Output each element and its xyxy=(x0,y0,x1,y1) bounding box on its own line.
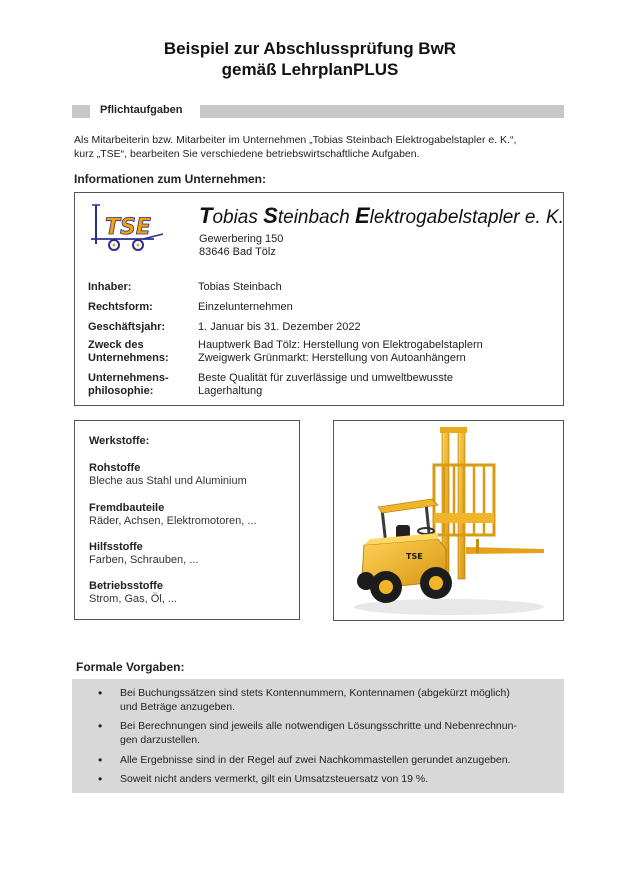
section-bar-lead xyxy=(72,105,90,118)
intro-line-1: Als Mitarbeiterin bzw. Mitarbeiter im Unternehmen „Tobias Steinbach Elektrogabelstapler e. K.“, xyxy=(74,134,517,146)
row-zweck xyxy=(88,339,558,367)
title-line-2: gemäß LehrplanPLUS xyxy=(221,60,399,79)
forklift-image xyxy=(333,420,564,621)
rule-item: Soweit nicht anders vermerkt, gilt ein Umsatzsteuersatz von 19 %. xyxy=(120,773,429,785)
werkstoff-desc: Strom, Gas, Öl, ... xyxy=(89,593,178,605)
row-value: 1. Januar bis 31. Dezember 2022 xyxy=(198,321,361,333)
werkstoff-title: Hilfsstoffe xyxy=(89,541,143,553)
forklift-illustration xyxy=(334,421,563,620)
row-key: Inhaber: xyxy=(88,281,132,293)
company-name: Tobias Steinbach Elektrogabelstapler e. K. xyxy=(199,203,564,228)
row-key: Geschäftsjahr: xyxy=(88,321,166,333)
document-title xyxy=(0,38,620,80)
bullet-icon: • xyxy=(98,753,103,767)
row-key: Rechtsform: xyxy=(88,301,153,313)
werkstoff-title: Rohstoffe xyxy=(89,462,141,474)
company-info-box xyxy=(74,192,564,406)
section-label: Pflichtaufgaben xyxy=(100,104,189,116)
werkstoff-title: Fremdbauteile xyxy=(89,502,165,514)
section-bar-pflichtaufgaben xyxy=(72,105,564,118)
tse-logo-icon xyxy=(88,202,166,252)
werkstoffe-heading: Werkstoffe: xyxy=(89,435,150,447)
bullet-icon: • xyxy=(98,686,103,700)
werkstoff-title: Betriebsstoffe xyxy=(89,580,163,592)
forklift-badge: TSE xyxy=(406,552,423,561)
info-heading: Informationen zum Unternehmen: xyxy=(74,172,267,186)
row-key: Zweck des Unternehmens: xyxy=(88,339,169,364)
logo-text: TSE xyxy=(105,215,151,240)
row-philosophie xyxy=(88,372,558,400)
werkstoff-desc: Bleche aus Stahl und Aluminium xyxy=(89,475,247,487)
werkstoffe-box xyxy=(74,420,300,620)
werkstoff-desc: Farben, Schrauben, ... xyxy=(89,554,199,566)
row-value: Tobias Steinbach xyxy=(198,281,282,293)
rule-item: Bei Berechnungen sind jeweils alle notwendigen Lösungsschritte und Nebenrechnun- gen darzustellen. xyxy=(120,720,517,746)
row-value: Beste Qualität für zuverlässige und umweltbewusste Lagerhaltung xyxy=(198,372,453,397)
bullet-icon: • xyxy=(98,719,103,733)
intro-text xyxy=(74,133,564,161)
formal-heading: Formale Vorgaben: xyxy=(76,660,185,674)
row-value: Hauptwerk Bad Tölz: Herstellung von Elektrogabelstaplern Zweigwerk Grünmarkt: Herstellung von Autoanhängern xyxy=(198,339,483,364)
title-line-1: Beispiel zur Abschlussprüfung BwR xyxy=(163,39,457,58)
intro-line-2: kurz „TSE“, bearbeiten Sie verschiedene betriebswirtschaftliche Aufgaben. xyxy=(74,148,420,160)
row-key: Unternehmens- philosophie: xyxy=(88,372,169,397)
address-city: 83646 Bad Tölz xyxy=(199,246,276,258)
rule-item: Alle Ergebnisse sind in der Regel auf zwei Nachkommastellen gerundet anzugeben. xyxy=(120,754,511,766)
row-value: Einzelunternehmen xyxy=(198,301,293,313)
company-address xyxy=(199,233,283,259)
address-street: Gewerbering 150 xyxy=(199,233,284,245)
werkstoff-desc: Räder, Achsen, Elektromotoren, ... xyxy=(89,515,257,527)
section-bar-rest xyxy=(200,105,564,118)
formal-rules-box xyxy=(72,679,564,793)
bullet-icon: • xyxy=(98,772,103,786)
rule-item: Bei Buchungssätzen sind stets Kontennummern, Kontennamen (abgekürzt möglich) und Beträge anzugeben. xyxy=(120,687,510,713)
